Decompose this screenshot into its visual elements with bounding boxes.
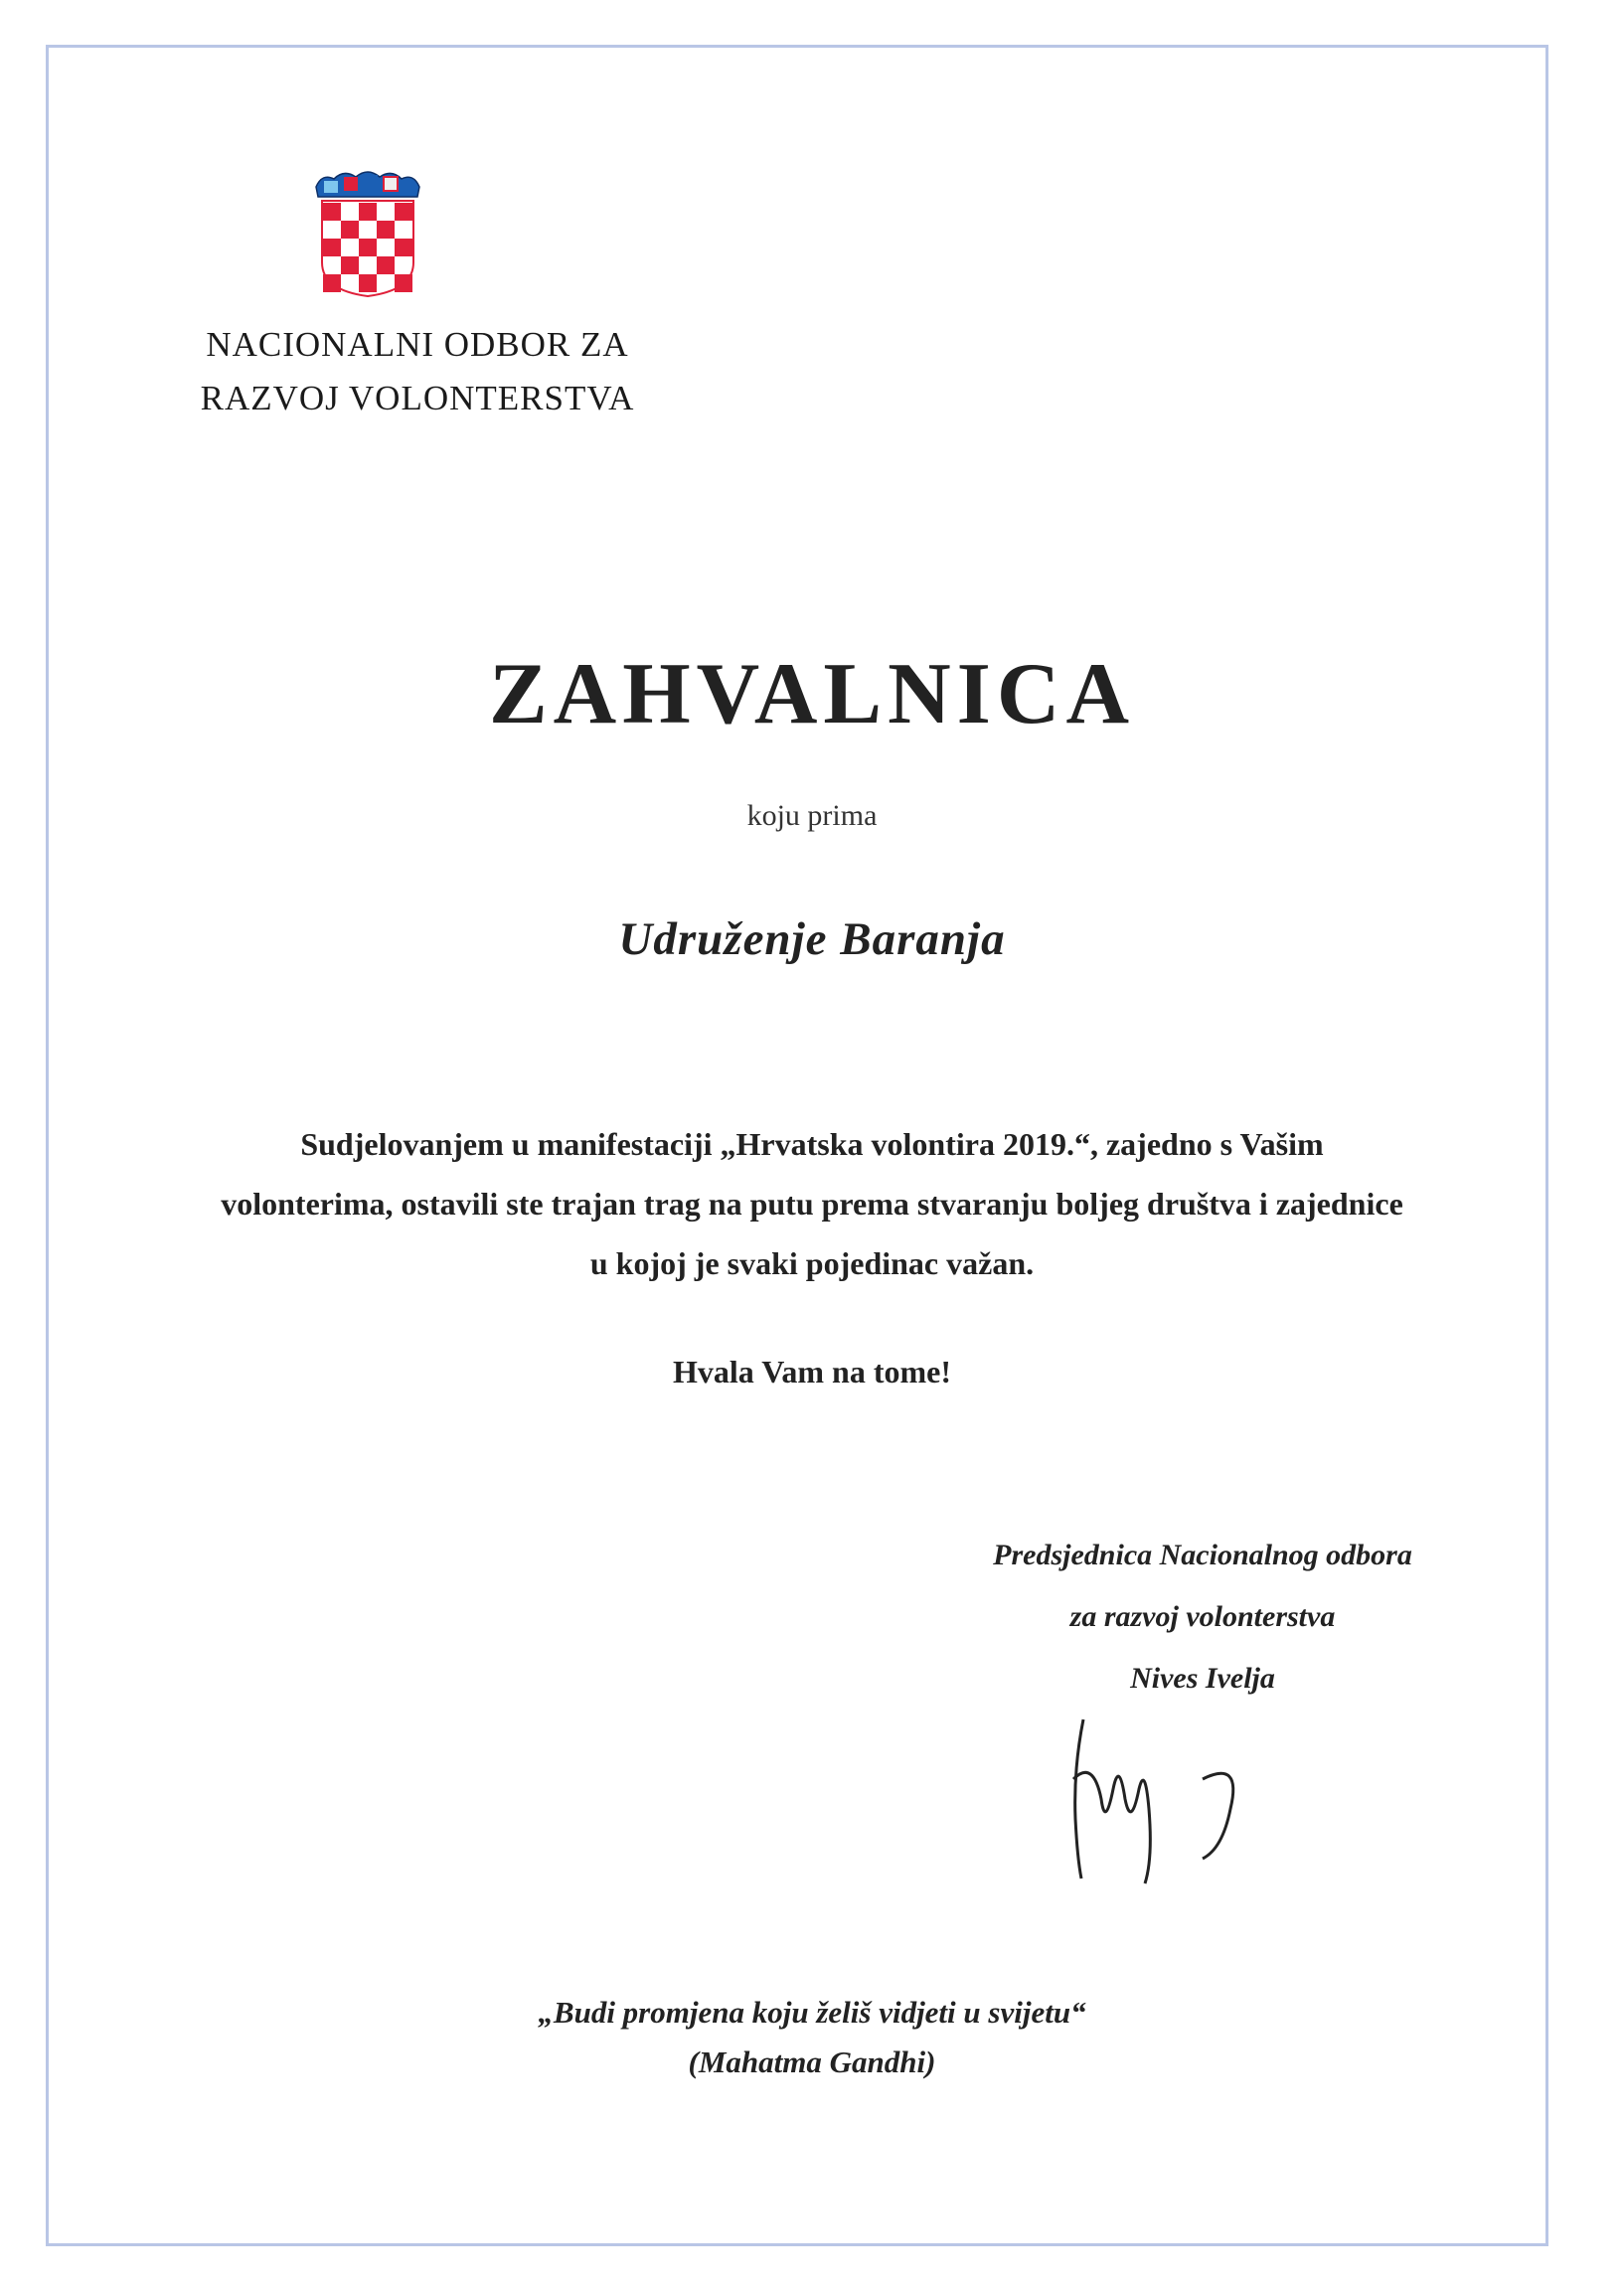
body-line-1: Sudjelovanjem u manifestaciji „Hrvatska volontira 2019.“, zajedno s Vašim (300, 1126, 1324, 1162)
quote-author: (Mahatma Gandhi) (688, 2044, 936, 2079)
shield-check (359, 203, 377, 221)
signatory-block (894, 1525, 1511, 1710)
body-paragraph (149, 1114, 1475, 1293)
shield-check (359, 239, 377, 256)
shield-check (395, 239, 412, 256)
signatory-name: Nives Ivelja (1130, 1662, 1275, 1695)
signatory-title-line-1: Predsjednica Nacionalnog odbora (993, 1539, 1412, 1571)
coat-of-arms-icon (314, 167, 421, 298)
recipient-name: Udruženje Baranja (618, 913, 1006, 965)
shield-check (395, 274, 412, 292)
body-line-2: volonterima, ostavili ste trajan trag na putu prema stvaranju boljeg društva i zajednice (221, 1186, 1403, 1222)
shield-check (377, 221, 395, 239)
shield-check (377, 256, 395, 274)
shield-check (323, 274, 341, 292)
shield-check (323, 239, 341, 256)
quote-text: „Budi promjena koju želiš vidjeti u svijetu“ (538, 1995, 1086, 2030)
shield-check (359, 274, 377, 292)
shield-check (341, 221, 359, 239)
thanks-line: Hvala Vam na tome! (673, 1354, 951, 1389)
handwritten-signature (1054, 1710, 1292, 1888)
closing-quote (0, 1988, 1624, 2087)
org-line-2: RAZVOJ VOLONTERSTVA (200, 379, 635, 417)
organization-name (159, 318, 676, 425)
shield-check (341, 256, 359, 274)
body-line-3: u kojoj je svaki pojedinac važan. (589, 1245, 1035, 1281)
document-title: ZAHVALNICA (488, 646, 1136, 742)
shield-check (395, 203, 412, 221)
received-by-label: koju prima (746, 799, 878, 832)
signatory-title-line-2: za razvoj volonterstva (1069, 1600, 1336, 1633)
org-line-1: NACIONALNI ODBOR ZA (206, 325, 629, 364)
shield-check (323, 203, 341, 221)
